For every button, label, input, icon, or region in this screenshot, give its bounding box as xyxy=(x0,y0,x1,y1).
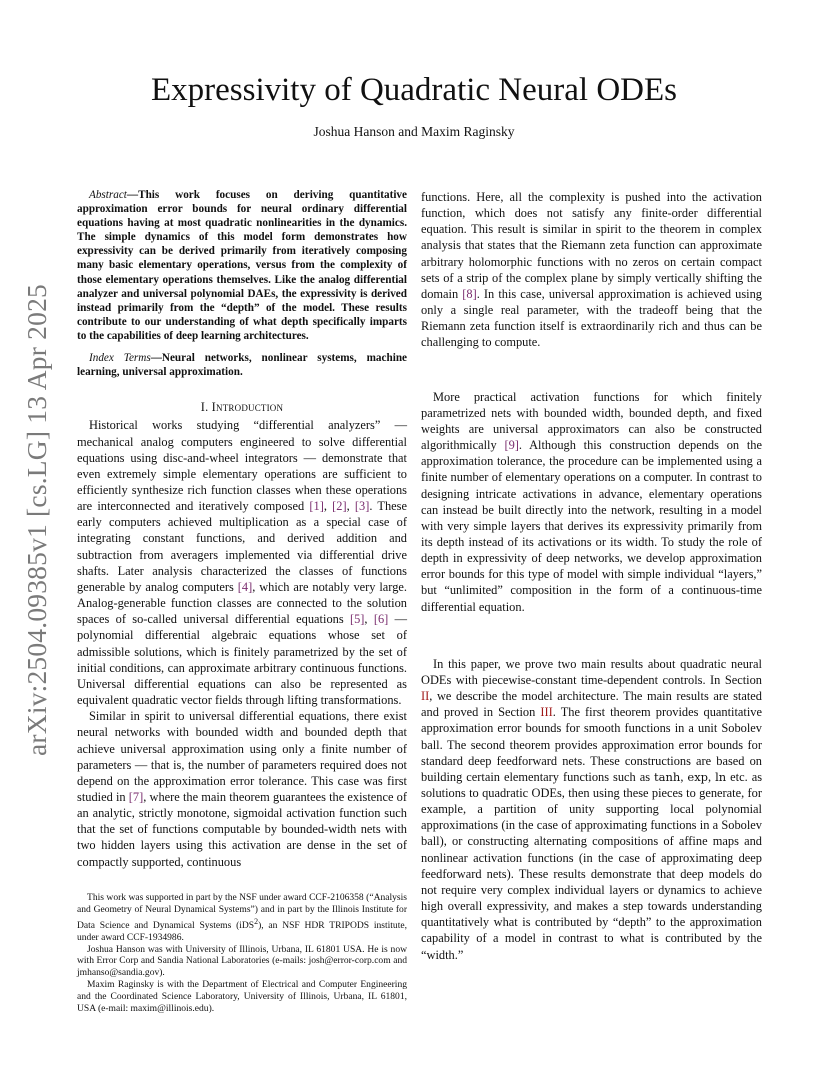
paragraph-text: , we describe the model architecture. The main results are stated and proved in Section xyxy=(421,689,762,720)
section-heading-introduction: I. Introduction xyxy=(200,400,284,415)
index-terms-label: Index Terms xyxy=(89,352,151,365)
intro-paragraph-1 xyxy=(77,417,407,708)
intro-paragraph-2 xyxy=(77,708,407,870)
paragraph-text: , which are notably very large. Analog-generable function classes are connected to the solution spaces of so-called universal differential equations xyxy=(77,579,408,627)
paragraph-text: Similar in spirit to universal differential equations, there exist neural networks with bounded width and bounded depth that achieve universal approximation using only a finite number of parameters — that is, the number of parameters required does not depend on the approximation error tolerance. This case was first studied in xyxy=(77,709,407,804)
citation-link[interactable]: [8] xyxy=(462,286,477,301)
footnote-hanson-affiliation: Joshua Hanson was with University of Illinois, Urbana, IL 61801 USA. He is now with Error Corp and Sandia National Laboratories (e-mails: josh@error-corp.com and jmhanso@sandia.gov). xyxy=(77,943,407,979)
intro-paragraph-4 xyxy=(421,656,762,963)
math-function: tanh xyxy=(654,769,681,784)
math-function: exp xyxy=(687,769,709,784)
citation-link[interactable]: [7] xyxy=(128,789,144,804)
citation-link[interactable]: [1] xyxy=(309,499,324,514)
intro-paragraph-3 xyxy=(421,389,762,615)
abstract xyxy=(77,188,407,343)
abstract-dash: — xyxy=(126,189,139,201)
section-ref-link[interactable]: III xyxy=(540,705,553,720)
footnote-funding xyxy=(77,892,407,944)
index-terms xyxy=(77,351,407,379)
separator: , xyxy=(364,612,374,627)
paragraph-text: etc. as solutions to quadratic ODEs, then using these pieces to generate, for example, a partition of unity supporting local polynomial approximations (in the case of approximating functions in a Sobolev ball), or constructing alternating compositions of affine maps and nonlinear activation functions (in the case of approximating deep feedforward nets). These results demonstrate that deep models do not require very complex individual layers or dynamics to achieve high overall expressivity, and makes a step towards understanding quantitatively what is contributed by “depth” to the approximation capability of a model in contrast to what is contributed by the “width.” xyxy=(421,769,763,962)
paragraph-text: . These early computers achieved multiplication as a special case of integrating constant functions, and derived addition and subtraction from averagers implemented via differential drive shafts. Later analysis characterized the classes of functions generable by analog computers xyxy=(77,499,407,594)
arxiv-stamp-text: arXiv:2504.09385v1 [cs.LG] 13 Apr 2025 xyxy=(21,284,52,756)
paper-authors: Joshua Hanson and Maxim Raginsky xyxy=(313,124,515,139)
citation-link[interactable]: [4] xyxy=(237,579,253,594)
separator: , xyxy=(708,769,716,784)
citation-link[interactable]: [6] xyxy=(373,612,389,627)
paragraph-text: . Although this construction depends on the approximation tolerance, the procedure can be implemented using a finite number of elementary operations on a computer. In contrast to designing intricate activations in advance, elementary operations can instead be built directly into the network, resulting in a model with very simple layers that derives its expressivity primarily from its depth instead of its activations or its width. To study the role of depth in expressivity of deep networks, we develop approximation error bounds for this type of model with simple individual “layers,” but “unlimited” composition in the form of a continuous-time differential equation. xyxy=(421,438,763,614)
paragraph-text: More practical activation functions for which finitely parametrized nets with bounded width, bounded depth, and fixed weights are universal approximators can also be constructed algorithmically xyxy=(421,389,762,453)
abstract-label: Abstract xyxy=(89,189,127,201)
section-ref-link[interactable]: II xyxy=(421,689,430,704)
paragraph-text: Historical works studying “differential analyzers” — mechanical analog computers engineered to solve differential equations using disc-and-wheel integrators — demonstrate that even extremely simple elementary operations are sufficient to efficiently synthesize rich function classes when these operations are interconnected and iteratively composed xyxy=(77,418,407,514)
citation-link[interactable]: [9] xyxy=(504,438,519,453)
paragraph-text: functions. Here, all the complexity is pushed into the activation function, which does not satisfy any finite-order differential equation. This result is similar in spirit to the theorem in complex analysis that states that the Riemann zeta function can approximate arbitrary holomorphic functions with no zeros on certain compact sets of a strip of the complex plane by simply vertically shifting the domain xyxy=(421,190,762,301)
left-column xyxy=(77,188,407,870)
footnote-raginsky-affiliation: Maxim Raginsky is with the Department of Electrical and Computer Engineering and the Coordinated Science Laboratory, University of Illinois, Urbana, IL 61801, USA (e-mail: maxim@illinois.edu). xyxy=(77,979,407,1014)
index-terms-text: Neural networks, nonlinear systems, machine learning, universal approximation. xyxy=(77,352,408,379)
paper-title: Expressivity of Quadratic Neural ODEs xyxy=(150,72,678,108)
citation-link[interactable]: [3] xyxy=(354,499,370,514)
intro-paragraph-2-continued xyxy=(421,189,762,351)
paragraph-text: In this paper, we prove two main results about quadratic neural ODEs with piecewise-constant time-dependent controls. In Section xyxy=(421,656,762,687)
footnote-text: This work was supported in part by the NSF under award CCF-2106358 (“Analysis and Geometry of Neural Dynamical Systems”) and in part by the Illinois Institute for Data Science and Dynamical Systems (iDS xyxy=(77,892,407,931)
paragraph-text: , where the main theorem guarantees the existence of an analytic, strictly monotone, sigmoidal activation function such that the set of functions computable by bounded-width nets with two hidden layers using this activation are dense in the set of compactly supported, continuous xyxy=(77,789,407,869)
citation-link[interactable]: [5] xyxy=(349,612,365,627)
separator: , xyxy=(323,499,333,514)
separator: , xyxy=(680,769,688,784)
paragraph-text: — polynomial differential algebraic equations whose set of admissible solutions, which is finitely parametrized by the set of initial conditions, can approximate arbitrary continuous functions. Universal differential equations can also be represented as equivalent quadratic vector fields through lifting transformations. xyxy=(77,612,407,708)
footnotes xyxy=(77,892,407,1015)
right-column xyxy=(421,189,762,963)
superscript: 2 xyxy=(254,916,259,926)
abstract-text: This work focuses on deriving quantitative approximation error bounds for neural ordinary differential equations having at most quadratic nonlinearities in the dynamics. The simple dynamics of this model form demonstrates how expressivity can be derived primarily from iteratively composing many basic elementary operations, versus from the complexity of those elementary operations themselves. Like the analog differential analyzer and universal polynomial DAEs, the expressivity is derived instead primarily from the “depth” of the model. These results contribute to our understanding of what depth specifically imparts to the capabilities of deep learning architectures. xyxy=(77,189,407,342)
index-terms-dash: — xyxy=(150,352,162,365)
math-function: ln xyxy=(715,769,727,784)
citation-link[interactable]: [2] xyxy=(332,499,347,514)
paragraph-text: . In this case, universal approximation is achieved using only a single real parameter, with the tradeoff being that the Riemann zeta function itself is extraordinarily rich and thus can be challenging to compute. xyxy=(421,286,763,350)
arxiv-identifier-stamp xyxy=(19,285,55,755)
separator: , xyxy=(346,499,355,514)
paragraph-text: . The first theorem provides quantitative approximation error bounds for smooth functions in a unit Sobolev ball. The second theorem provides approximation error bounds for standard deep feedforward nets. These constructions are based on building certain elementary functions such as xyxy=(421,705,762,784)
footnote-text: ), an NSF HDR TRIPODS institute, under award CCF-1934986. xyxy=(77,919,407,943)
